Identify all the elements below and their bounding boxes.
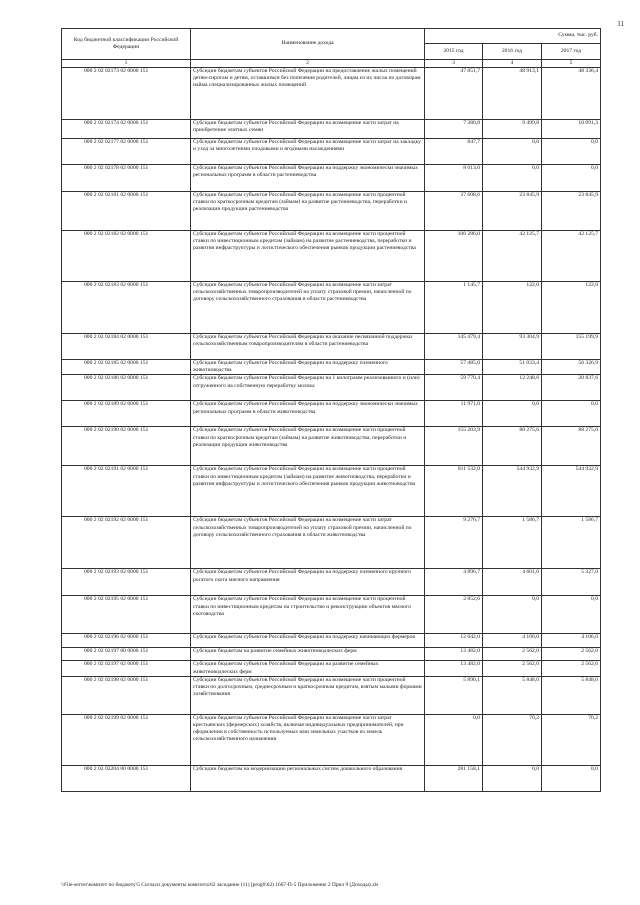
row-value-2015: 2 852,6 — [425, 596, 483, 634]
row-code: 000 2 02 02199 02 0000 151 — [62, 714, 191, 765]
row-value-2015: 0,0 — [425, 714, 483, 765]
row-value-2015: 13 482,0 — [425, 648, 483, 661]
row-code: 000 2 02 02185 02 0000 151 — [62, 360, 191, 375]
row-name: Субсидии бюджетам субъектов Российской Федерации на возмещение части затрат сельскохозяйственных товаропроизводителей на уплату страховой премии, начисленной по договору сельскохозяйственного страхования в области растениеводства — [191, 282, 425, 334]
table-row — [62, 517, 601, 569]
page-number: 11 — [617, 20, 624, 28]
table-row — [62, 68, 601, 120]
table-row — [62, 360, 601, 375]
index-2: 2 — [191, 60, 425, 68]
income-table — [61, 28, 601, 792]
row-name: Субсидии бюджетам субъектов Российской Федерации на возмещение части процентной ставки по краткосрочным кредитам (займам) на развитие животноводства, переработки и реализации продукции животноводства — [191, 427, 425, 466]
row-value-2016: 0,0 — [483, 165, 542, 192]
index-4: 4 — [483, 60, 542, 68]
row-name: Субсидии бюджетам субъектов Российской Федерации на возмещение части процентной ставки по инвестиционным кредитам (займам) на развитие растениеводства, переработки и развития инфраструктуры и логистического обеспечения рынков продукции растениеводства — [191, 231, 425, 282]
table-row — [62, 139, 601, 165]
table-row — [62, 661, 601, 676]
row-value-2016: 544 932,9 — [483, 466, 542, 517]
row-value-2015: 145 479,4 — [425, 334, 483, 360]
row-value-2016: 4 106,0 — [483, 634, 542, 648]
row-value-2017: 10 091,3 — [542, 120, 601, 139]
row-value-2017: 0,0 — [542, 765, 601, 791]
row-code: 000 2 02 02178 02 0000 151 — [62, 165, 191, 192]
row-value-2015: 106 286,0 — [425, 231, 483, 282]
row-value-2016: 9 499,8 — [483, 120, 542, 139]
row-code: 000 2 02 02191 02 0000 151 — [62, 466, 191, 517]
index-3: 3 — [425, 60, 483, 68]
table-row — [62, 714, 601, 765]
row-code: 000 2 02 02197 00 0000 151 — [62, 648, 191, 661]
row-value-2016: 0,0 — [483, 765, 542, 791]
row-value-2016: 0,0 — [483, 596, 542, 634]
row-value-2017: 2 562,0 — [542, 661, 601, 676]
header-year-2016: 2016 год — [483, 44, 542, 60]
row-value-2016: 2 562,0 — [483, 648, 542, 661]
row-value-2015: 59 770,4 — [425, 375, 483, 401]
row-value-2015: 155 203,9 — [425, 427, 483, 466]
row-name: Субсидии бюджетам субъектов Российской Федерации на возмещение части затрат сельскохозяйственных товаропроизводителей на уплату страховой премии, начисленной по договору сельскохозяйственного страхования в области животноводства — [191, 517, 425, 569]
row-value-2016: 1 586,7 — [483, 517, 542, 569]
row-value-2017: 1 586,7 — [542, 517, 601, 569]
table-body — [62, 68, 601, 792]
table-row — [62, 282, 601, 334]
row-value-2016: 88 275,6 — [483, 427, 542, 466]
table-row — [62, 634, 601, 648]
table-row — [62, 120, 601, 139]
row-value-2015: 37 608,6 — [425, 192, 483, 231]
row-value-2016: 4 601,0 — [483, 569, 542, 596]
row-value-2017: 544 932,9 — [542, 466, 601, 517]
row-value-2015: 13 482,0 — [425, 661, 483, 676]
row-code: 000 2 02 02195 02 0000 151 — [62, 596, 191, 634]
row-value-2016: 48 913,1 — [483, 68, 542, 120]
row-value-2017: 5 327,0 — [542, 569, 601, 596]
row-name: Субсидии бюджетам субъектов Российской Федерации на развитие семейных животноводческих ферм — [191, 661, 425, 676]
row-value-2017: 5 848,0 — [542, 676, 601, 714]
row-value-2017: 0,0 — [542, 165, 601, 192]
row-value-2017: 2 562,0 — [542, 648, 601, 661]
row-value-2017: 0,0 — [542, 401, 601, 427]
row-value-2017: 48 336,4 — [542, 68, 601, 120]
row-value-2017: 23 845,9 — [542, 192, 601, 231]
row-value-2015: 7 380,8 — [425, 120, 483, 139]
row-value-2017: 88 275,6 — [542, 427, 601, 466]
row-value-2016: 0,0 — [483, 139, 542, 165]
row-value-2016: 2 562,0 — [483, 661, 542, 676]
row-value-2015: 9 276,7 — [425, 517, 483, 569]
row-code: 000 2 02 02181 02 0000 151 — [62, 192, 191, 231]
row-name: Субсидии бюджетам субъектов Российской Федерации на поддержку экономически значимых региональных программ в области растениеводства — [191, 165, 425, 192]
row-name: Субсидии бюджетам субъектов Российской Федерации на поддержку экономически значимых региональных программ в области животноводства — [191, 401, 425, 427]
row-code: 000 2 02 02190 02 0000 151 — [62, 427, 191, 466]
table-row — [62, 466, 601, 517]
row-value-2017: 42 125,7 — [542, 231, 601, 282]
row-value-2016: 70,2 — [483, 714, 542, 765]
file-path-footer: \\File-server\комитет по бюджету\5 Согласи документы комитета\62 заседание (11) [prog6\62) 1667-П-5 Приложение 2 Прил 9 (Доходы).xls — [61, 882, 379, 888]
row-name: Субсидии бюджетам субъектов Российской Федерации на предоставление жилых помещений детям-сиротам и детям, оставшимся без попечения родителей, лицам из их числа по договорам найма специализированных жилых помещений — [191, 68, 425, 120]
row-value-2017: 122,0 — [542, 282, 601, 334]
header-code: Код бюджетной классификации Российской Федерации — [62, 29, 191, 60]
row-code: 000 2 02 02183 02 0000 151 — [62, 282, 191, 334]
table-row — [62, 596, 601, 634]
header-year-2015: 2015 год — [425, 44, 483, 60]
row-value-2015: 847,7 — [425, 139, 483, 165]
row-name: Субсидии бюджетам субъектов Российской Федерации на возмещение части затрат на закладку и уход за многолетними плодовыми и ягодными насаждениями — [191, 139, 425, 165]
row-code: 000 2 02 02192 02 0000 151 — [62, 517, 191, 569]
row-name: Субсидии бюджетам на развитие семейных животноводческих ферм — [191, 648, 425, 661]
row-value-2015: 811 532,0 — [425, 466, 483, 517]
header-sum: Сумма, тыс. руб. — [425, 29, 601, 44]
row-value-2015: 281 158,1 — [425, 765, 483, 791]
row-value-2016: 5 848,0 — [483, 676, 542, 714]
row-name: Субсидии бюджетам субъектов Российской Федерации на возмещение части затрат на приобретение элитных семян — [191, 120, 425, 139]
row-name: Субсидии бюджетам субъектов Российской Федерации на поддержку начинающих фермеров — [191, 634, 425, 648]
row-value-2016: 12 248,6 — [483, 375, 542, 401]
table-row — [62, 676, 601, 714]
header-year-2017: 2017 год — [542, 44, 601, 60]
row-code: 000 2 02 02196 02 0000 151 — [62, 634, 191, 648]
row-name: Субсидии бюджетам субъектов Российской Федерации на оказание несвязанной поддержки сельскохозяйственным товаропроизводителям в области растениеводства — [191, 334, 425, 360]
row-name: Субсидии бюджетам субъектов Российской Федерации на возмещение части затрат крестьянских (фермерских) хозяйств, включая индивидуальных предпринимателей, при оформлении в собственность используемых ими земельных участков из земель сельскохозяйственного назначения — [191, 714, 425, 765]
row-value-2017: 70,2 — [542, 714, 601, 765]
row-code: 000 2 02 02197 02 0000 151 — [62, 661, 191, 676]
row-value-2017: 20 837,6 — [542, 375, 601, 401]
row-name: Субсидии бюджетам субъектов Российской Федерации на возмещение части процентной ставки по инвестиционным кредитам на строительство и реконструкцию объектов мясного скотоводства — [191, 596, 425, 634]
row-code: 000 2 02 02173 02 0000 151 — [62, 68, 191, 120]
row-value-2015: 47 851,7 — [425, 68, 483, 120]
table-row — [62, 648, 601, 661]
row-value-2015: 57 485,0 — [425, 360, 483, 375]
row-name: Субсидии бюджетам субъектов Российской Федерации на возмещение части процентной ставки по инвестиционным кредитам (займам) на развитие животноводства, переработки и развития инфраструктуры и логистического обеспечения рынков продукции животноводства — [191, 466, 425, 517]
row-value-2016: 42 125,7 — [483, 231, 542, 282]
table-row — [62, 192, 601, 231]
row-code: 000 2 02 02184 02 0000 151 — [62, 334, 191, 360]
row-value-2016: 23 845,9 — [483, 192, 542, 231]
table-row — [62, 231, 601, 282]
row-name: Субсидии бюджетам субъектов Российской Федерации на возмещение части процентной ставки по долгосрочным, среднесрочным и краткосрочным кредитам, взятым малыми формами хозяйствования — [191, 676, 425, 714]
row-value-2017: 4 106,0 — [542, 634, 601, 648]
row-code: 000 2 02 02177 02 0000 151 — [62, 139, 191, 165]
row-code: 000 2 02 02189 02 0000 151 — [62, 401, 191, 427]
row-value-2016: 93 304,9 — [483, 334, 542, 360]
index-5: 5 — [542, 60, 601, 68]
row-code: 000 2 02 02186 02 0000 151 — [62, 375, 191, 401]
row-value-2017: 56 326,9 — [542, 360, 601, 375]
row-code: 000 2 02 02193 02 0000 151 — [62, 569, 191, 596]
row-name: Субсидии бюджетам субъектов Российской Федерации на поддержку племенного крупного рогатого скота мясного направления — [191, 569, 425, 596]
row-value-2015: 11 971,0 — [425, 401, 483, 427]
table-row — [62, 765, 601, 791]
row-value-2015: 5 890,1 — [425, 676, 483, 714]
row-code: 000 2 02 02182 02 0000 151 — [62, 231, 191, 282]
row-value-2016: 51 033,4 — [483, 360, 542, 375]
index-1: 1 — [62, 60, 191, 68]
table-row — [62, 401, 601, 427]
row-name: Субсидии бюджетам субъектов Российской Федерации на поддержку племенного животноводства — [191, 360, 425, 375]
row-name: Субсидии бюджетам субъектов Российской Федерации на 1 килограмм реализованного и (или) отгруженного на собственную переработку молока — [191, 375, 425, 401]
table-row — [62, 334, 601, 360]
row-code: 000 2 02 02174 02 0000 151 — [62, 120, 191, 139]
row-value-2015: 4 896,7 — [425, 569, 483, 596]
header-name: Наименование дохода — [191, 29, 425, 60]
table-row — [62, 375, 601, 401]
row-name: Субсидии бюджетам на модернизацию региональных систем дошкольного образования — [191, 765, 425, 791]
row-value-2016: 0,0 — [483, 401, 542, 427]
row-value-2016: 122,0 — [483, 282, 542, 334]
row-value-2015: 12 642,0 — [425, 634, 483, 648]
row-value-2015: 1 145,7 — [425, 282, 483, 334]
row-value-2017: 155 199,9 — [542, 334, 601, 360]
table-row — [62, 165, 601, 192]
row-value-2017: 0,0 — [542, 596, 601, 634]
table-row — [62, 427, 601, 466]
row-code: 000 2 02 02198 02 0000 151 — [62, 676, 191, 714]
table-row — [62, 569, 601, 596]
row-code: 000 2 02 02204 00 0000 151 — [62, 765, 191, 791]
row-value-2015: 8 013,0 — [425, 165, 483, 192]
row-value-2017: 0,0 — [542, 139, 601, 165]
row-name: Субсидии бюджетам субъектов Российской Федерации на возмещение части процентной ставки по краткосрочным кредитам (займам) на развитие растениеводства, переработки и реализации продукции растениеводства — [191, 192, 425, 231]
